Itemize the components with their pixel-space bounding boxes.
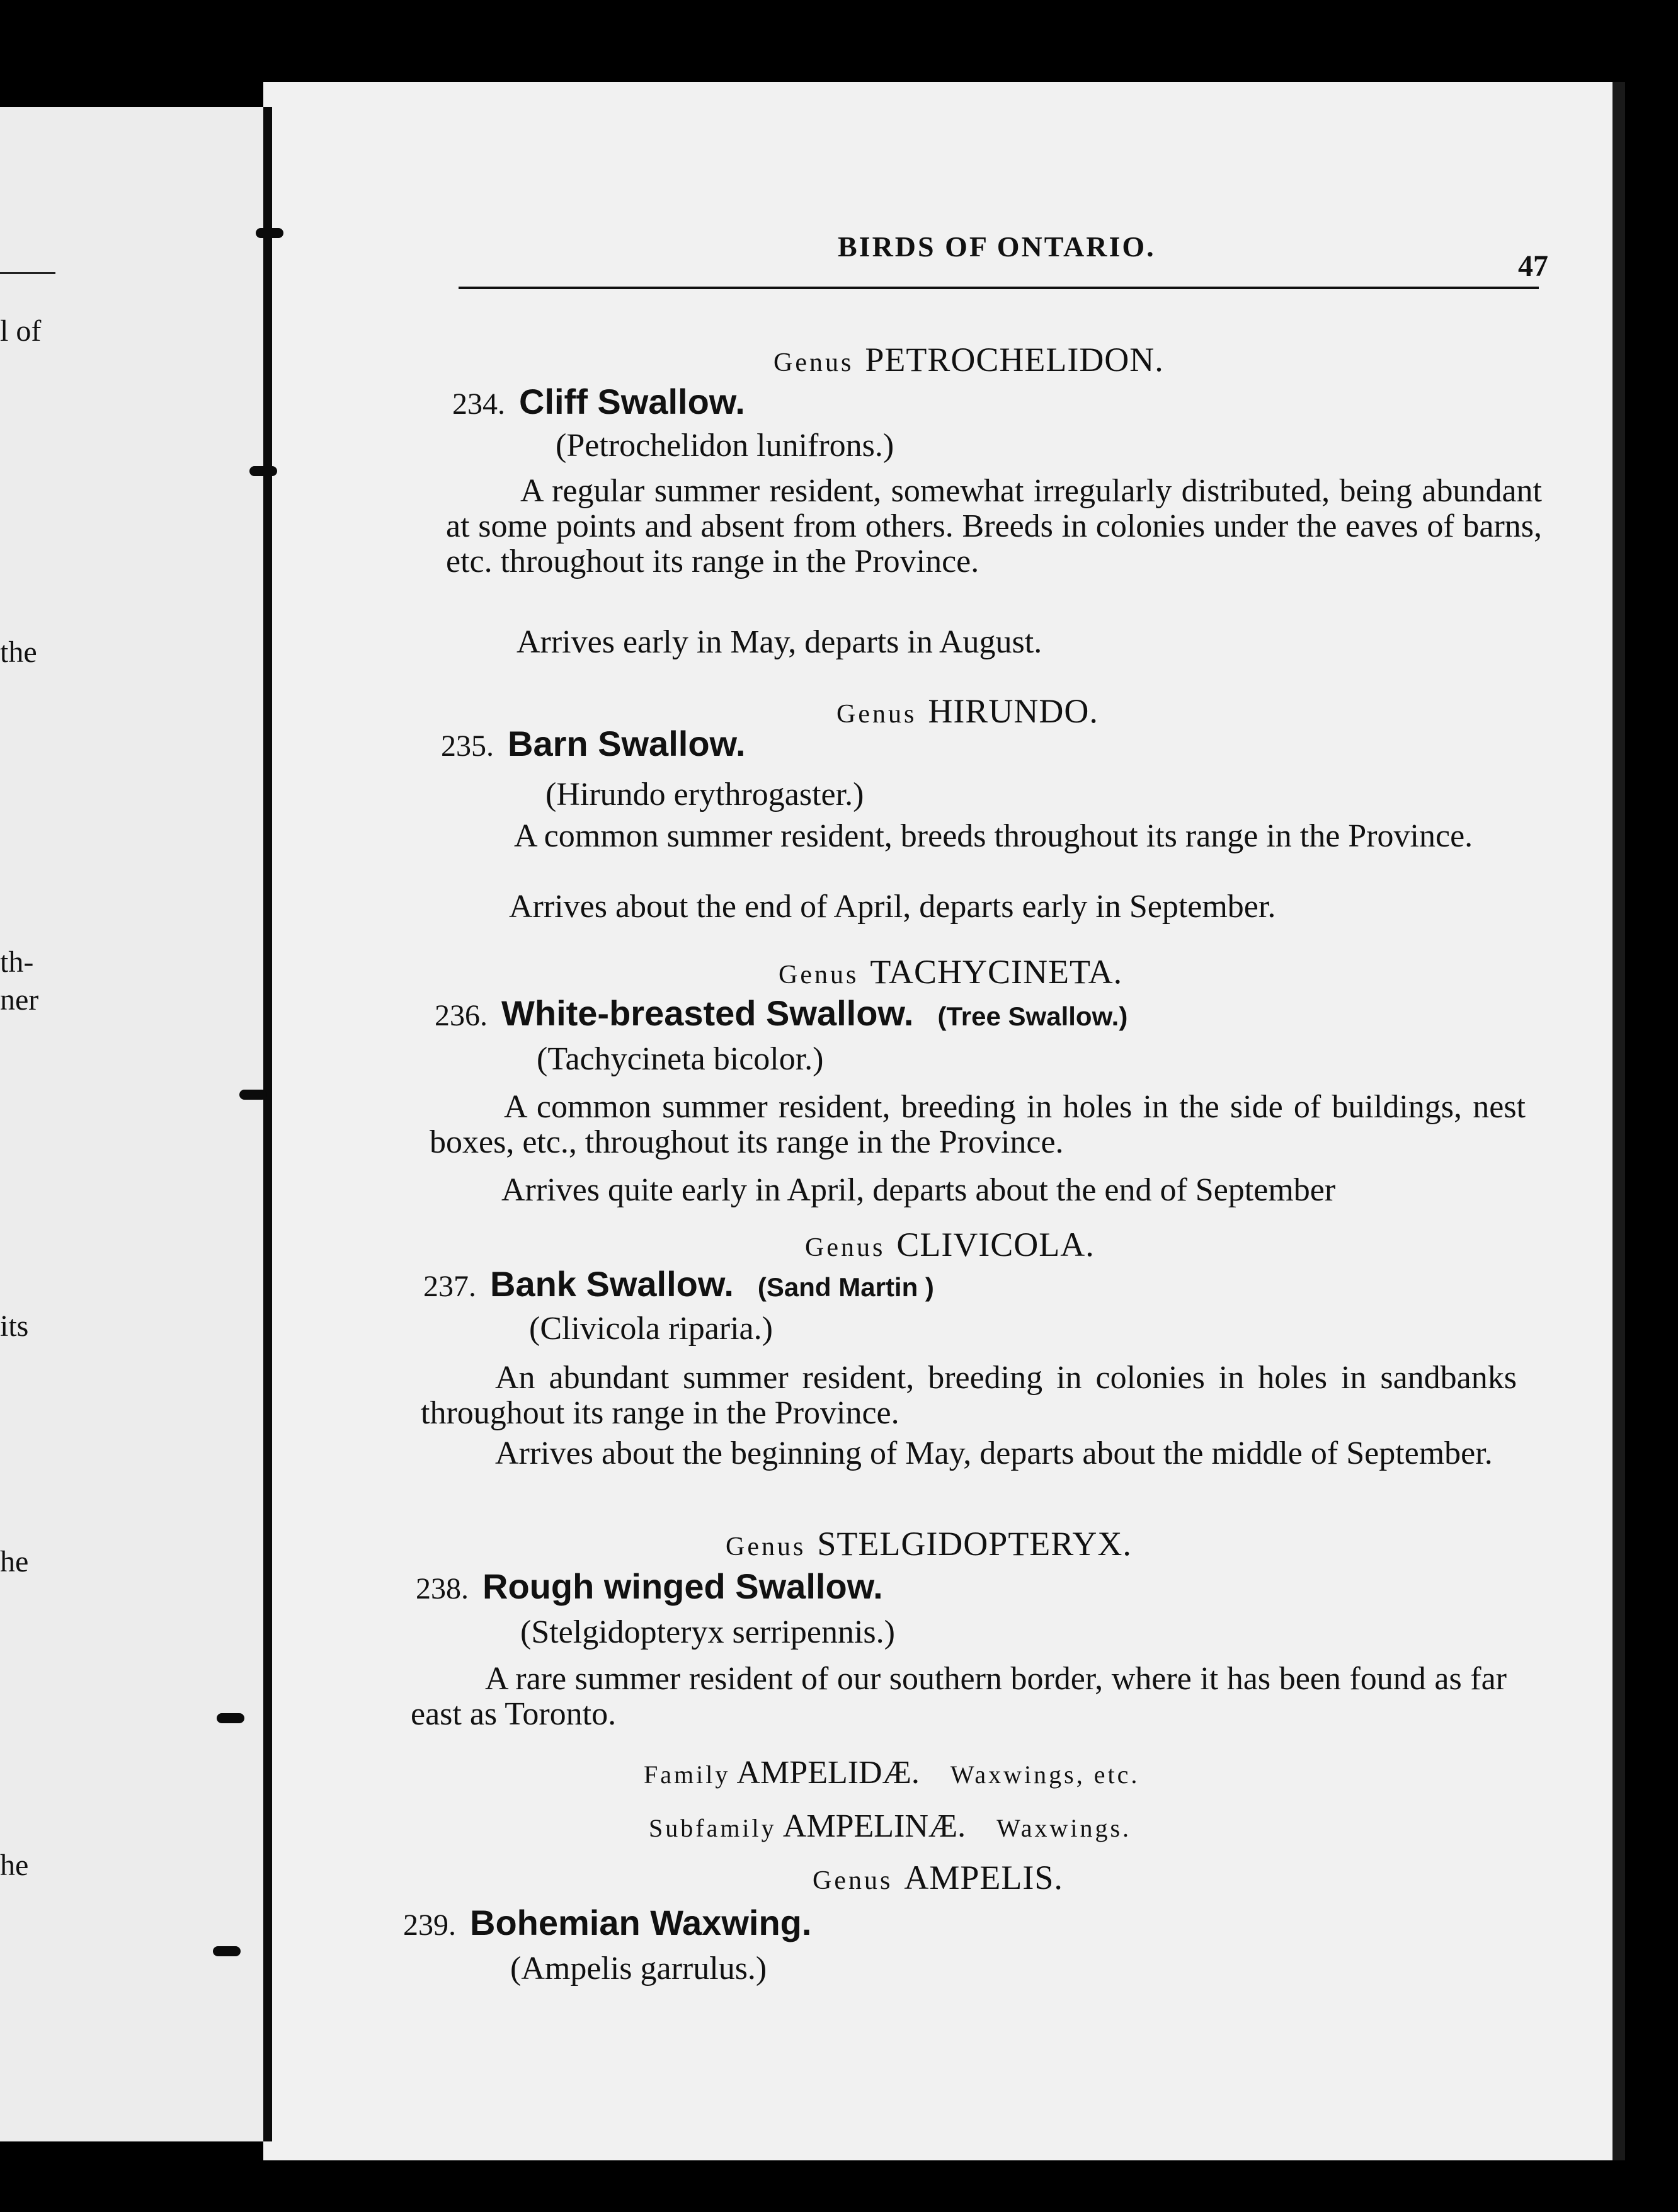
- common-name: Rough winged Swallow.: [482, 1566, 883, 1606]
- book-binding: [263, 107, 272, 2141]
- genus-heading: [836, 692, 1099, 731]
- entry-number: 239.: [403, 1908, 456, 1942]
- species-title: [441, 723, 746, 765]
- genus-label: Genus: [779, 961, 859, 989]
- family-heading: [644, 1754, 1139, 1791]
- species-description: A common summer resident, breeding in holes in the side of buildings, nest boxes, etc., throughout its range in the Province.: [430, 1089, 1526, 1160]
- common-name: Bohemian Waxwing.: [470, 1903, 812, 1942]
- genus-label: Genus: [773, 348, 854, 377]
- genus-label: Genus: [726, 1532, 806, 1561]
- scientific-name: (Hirundo erythrogaster.): [545, 777, 864, 812]
- entry-number: 238.: [416, 1572, 469, 1605]
- binding-stitch: [213, 1946, 241, 1956]
- scientific-name: (Clivicola riparia.): [529, 1311, 773, 1347]
- migration-note: Arrives quite early in April, departs about the end of September: [501, 1172, 1336, 1208]
- species-title: [423, 1263, 934, 1305]
- genus-name: PETROCHELIDON.: [865, 341, 1164, 379]
- entry-number: 235.: [441, 729, 494, 763]
- subfamily-label: Subfamily: [649, 1814, 777, 1842]
- common-name: Cliff Swallow.: [519, 382, 745, 421]
- genus-name: AMPELIS.: [904, 1859, 1063, 1896]
- binding-stitch: [239, 1090, 267, 1100]
- binding-stitch: [217, 1713, 244, 1723]
- genus-label: Genus: [836, 700, 917, 729]
- alternate-name: (Sand Martin ): [757, 1272, 934, 1302]
- left-margin-text: the: [0, 636, 37, 669]
- species-description: An abundant summer resident, breeding in colonies in holes in sandbanks throughout its range in the Province.: [421, 1360, 1517, 1431]
- alternate-name: (Tree Swallow.): [937, 1001, 1128, 1031]
- subfamily-name: AMPELINÆ.: [782, 1808, 966, 1844]
- genus-name: TACHYCINETA.: [870, 953, 1123, 991]
- left-margin-text: its: [0, 1309, 29, 1343]
- common-name: Bank Swallow.: [490, 1264, 734, 1304]
- genus-label: Genus: [813, 1866, 893, 1895]
- left-page-rule: [0, 272, 55, 274]
- species-title: [452, 381, 745, 423]
- entry-number: 236.: [435, 999, 488, 1032]
- species-title: [435, 993, 1127, 1034]
- left-margin-text: th-: [0, 945, 34, 979]
- genus-name: HIRUNDO.: [928, 692, 1099, 730]
- species-description: A regular summer resident, somewhat irregularly distributed, being abundant at some points and absent from others. Breeds in colonies under the eaves of barns, etc. throughout its range in the Province.: [446, 473, 1542, 579]
- entry-number: 237.: [423, 1270, 476, 1303]
- genus-name: CLIVICOLA.: [896, 1226, 1095, 1263]
- scientific-name: (Tachycineta bicolor.): [537, 1041, 824, 1077]
- scientific-name: (Stelgidopteryx serripennis.): [520, 1614, 895, 1650]
- page-number: 47: [1518, 249, 1548, 283]
- genus-name: STELGIDOPTERYX.: [817, 1525, 1132, 1563]
- scientific-name: (Ampelis garrulus.): [510, 1951, 767, 1987]
- migration-note: Arrives about the end of April, departs early in September.: [509, 889, 1276, 925]
- subfamily-heading: [649, 1808, 1131, 1845]
- left-margin-text: he: [0, 1545, 29, 1578]
- family-name: AMPELIDÆ.: [736, 1755, 920, 1791]
- binding-stitch: [256, 228, 283, 238]
- family-common-name: Waxwings, etc.: [950, 1760, 1140, 1789]
- common-name: White-breasted Swallow.: [501, 993, 914, 1033]
- species-title: [416, 1566, 883, 1607]
- species-title: [403, 1902, 811, 1944]
- subfamily-common-name: Waxwings.: [996, 1814, 1132, 1842]
- binding-stitch: [249, 466, 277, 476]
- scientific-name: (Petrochelidon lunifrons.): [556, 428, 894, 464]
- migration-note: Arrives about the beginning of May, departs about the middle of September.: [495, 1435, 1493, 1471]
- species-description: A rare summer resident of our southern border, where it has been found as far east as Toronto.: [411, 1661, 1507, 1732]
- genus-heading: [813, 1858, 1063, 1897]
- entry-number: 234.: [452, 387, 505, 421]
- genus-heading: [773, 340, 1164, 379]
- genus-label: Genus: [805, 1233, 886, 1262]
- header-rule: [459, 287, 1539, 289]
- running-head: BIRDS OF ONTARIO.: [838, 231, 1156, 263]
- genus-heading: [779, 952, 1122, 991]
- genus-heading: [726, 1524, 1132, 1563]
- left-margin-text: ner: [0, 983, 39, 1017]
- species-description: A common summer resident, breeds throughout its range in the Province.: [514, 818, 1473, 854]
- family-label: Family: [644, 1760, 731, 1789]
- left-margin-text: he: [0, 1849, 29, 1882]
- left-margin-text: l of: [0, 314, 42, 348]
- left-page-fragment: [0, 107, 263, 2141]
- migration-note: Arrives early in May, departs in August.: [517, 624, 1042, 660]
- page-edge-shadow: [1612, 82, 1625, 2160]
- genus-heading: [805, 1225, 1095, 1264]
- common-name: Barn Swallow.: [508, 724, 746, 763]
